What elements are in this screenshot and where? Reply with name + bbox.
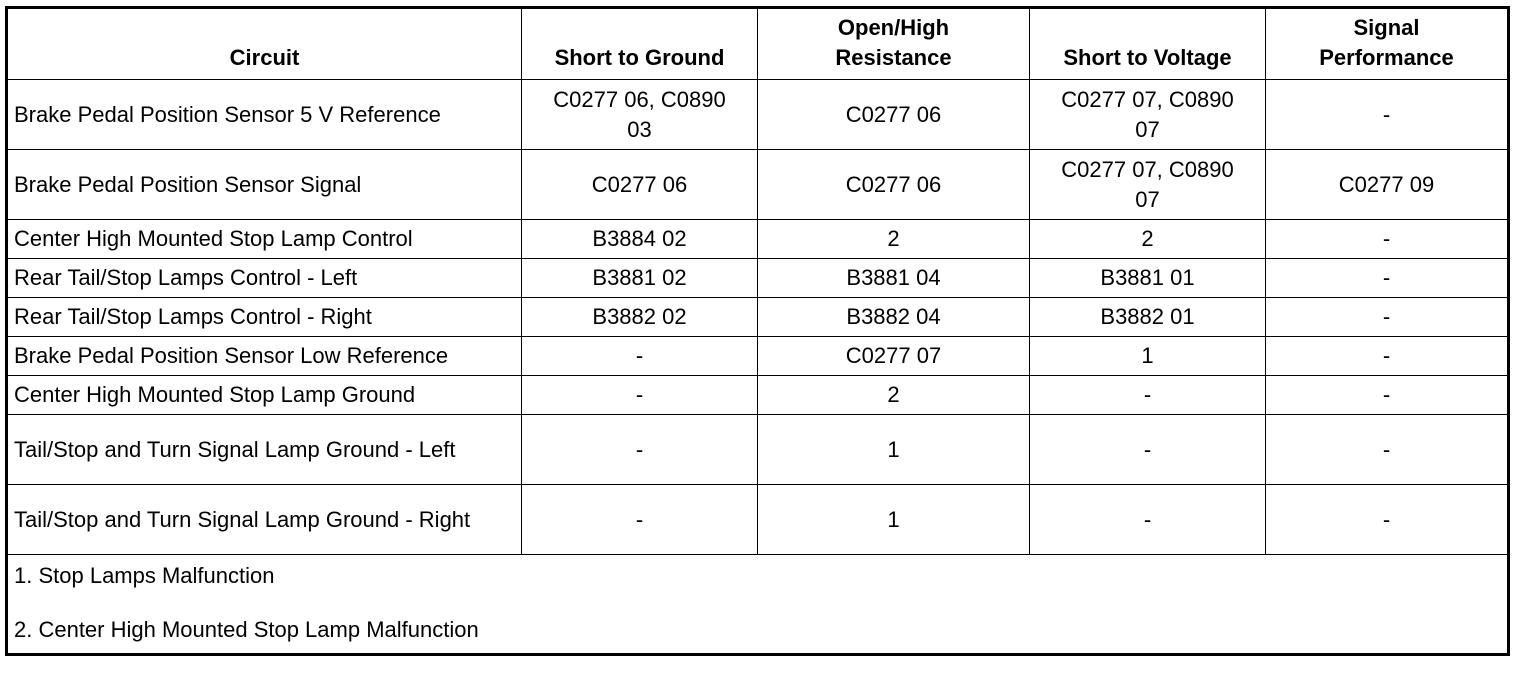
header-open-high-resistance-label: Open/High Resistance <box>835 15 952 70</box>
header-signal-performance-label: Signal Performance <box>1319 15 1454 70</box>
table-row <box>7 485 1509 555</box>
open-high-resistance-cell: C0277 07 <box>758 337 1030 376</box>
signal-performance-cell: - <box>1266 337 1509 376</box>
short-to-voltage-cell: - <box>1030 485 1266 555</box>
note-2: 2. Center High Mounted Stop Lamp Malfunction <box>14 617 479 642</box>
circuit-cell <box>7 485 522 555</box>
short-to-voltage-cell: 1 <box>1030 337 1266 376</box>
short-to-ground-cell: B3881 02 <box>522 259 758 298</box>
open-high-resistance-cell: 2 <box>758 220 1030 259</box>
notes-cell <box>7 555 1509 655</box>
header-circuit: Circuit <box>7 8 522 80</box>
open-high-resistance-cell: C0277 06 <box>758 80 1030 150</box>
header-open-high-resistance <box>758 8 1030 80</box>
circuit-cell: Brake Pedal Position Sensor Signal <box>7 150 522 220</box>
signal-performance-cell: - <box>1266 415 1509 485</box>
table-row <box>7 337 1509 376</box>
table-row <box>7 259 1509 298</box>
dtc-table <box>5 6 1510 656</box>
header-signal-performance <box>1266 8 1509 80</box>
short-to-voltage-cell <box>1030 150 1266 220</box>
open-high-resistance-cell: 1 <box>758 485 1030 555</box>
short-to-voltage-value: C0277 07, C0890 07 <box>1061 86 1234 142</box>
circuit-cell: Rear Tail/Stop Lamps Control - Left <box>7 259 522 298</box>
short-to-voltage-value: C0277 07, C0890 07 <box>1061 156 1234 212</box>
table-header <box>7 8 1509 80</box>
short-to-ground-cell: - <box>522 337 758 376</box>
notes-row <box>7 555 1509 655</box>
signal-performance-cell: - <box>1266 220 1509 259</box>
circuit-cell: Center High Mounted Stop Lamp Control <box>7 220 522 259</box>
table-row <box>7 150 1509 220</box>
open-high-resistance-cell: 2 <box>758 376 1030 415</box>
signal-performance-cell: C0277 09 <box>1266 150 1509 220</box>
signal-performance-cell: - <box>1266 259 1509 298</box>
open-high-resistance-cell: B3881 04 <box>758 259 1030 298</box>
signal-performance-cell: - <box>1266 376 1509 415</box>
table-body <box>7 80 1509 655</box>
short-to-ground-cell: B3882 02 <box>522 298 758 337</box>
signal-performance-cell: - <box>1266 80 1509 150</box>
short-to-voltage-cell: - <box>1030 376 1266 415</box>
table-row <box>7 298 1509 337</box>
short-to-voltage-cell: B3881 01 <box>1030 259 1266 298</box>
short-to-ground-cell: B3884 02 <box>522 220 758 259</box>
circuit-cell <box>7 415 522 485</box>
circuit-cell: Rear Tail/Stop Lamps Control - Right <box>7 298 522 337</box>
signal-performance-cell: - <box>1266 485 1509 555</box>
short-to-voltage-cell: 2 <box>1030 220 1266 259</box>
note-1: 1. Stop Lamps Malfunction <box>14 563 275 588</box>
short-to-ground-cell: C0277 06 <box>522 150 758 220</box>
circuit-label: Tail/Stop and Turn Signal Lamp Ground - Left <box>14 436 456 462</box>
circuit-cell: Brake Pedal Position Sensor 5 V Reference <box>7 80 522 150</box>
short-to-voltage-cell: - <box>1030 415 1266 485</box>
table-row <box>7 415 1509 485</box>
short-to-ground-value: C0277 06, C0890 03 <box>553 86 726 142</box>
short-to-voltage-cell <box>1030 80 1266 150</box>
signal-performance-cell: - <box>1266 298 1509 337</box>
table-row <box>7 220 1509 259</box>
table-row <box>7 80 1509 150</box>
short-to-voltage-cell: B3882 01 <box>1030 298 1266 337</box>
circuit-cell: Brake Pedal Position Sensor Low Reference <box>7 337 522 376</box>
header-short-to-ground: Short to Ground <box>522 8 758 80</box>
circuit-cell: Center High Mounted Stop Lamp Ground <box>7 376 522 415</box>
open-high-resistance-cell: 1 <box>758 415 1030 485</box>
header-short-to-voltage: Short to Voltage <box>1030 8 1266 80</box>
table-row <box>7 376 1509 415</box>
short-to-ground-cell: - <box>522 485 758 555</box>
open-high-resistance-cell: B3882 04 <box>758 298 1030 337</box>
short-to-ground-cell <box>522 80 758 150</box>
header-row <box>7 8 1509 80</box>
open-high-resistance-cell: C0277 06 <box>758 150 1030 220</box>
short-to-ground-cell: - <box>522 415 758 485</box>
circuit-label: Tail/Stop and Turn Signal Lamp Ground - Right <box>14 506 471 532</box>
short-to-ground-cell: - <box>522 376 758 415</box>
